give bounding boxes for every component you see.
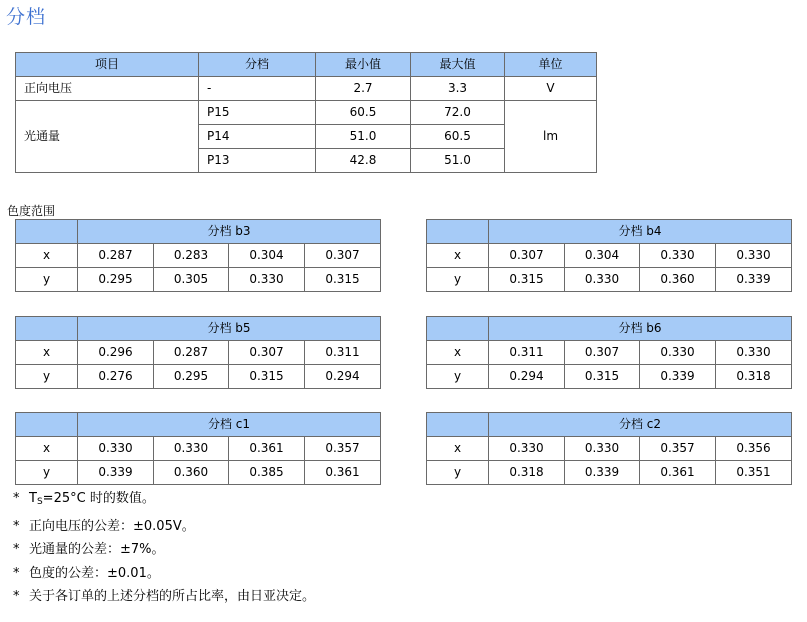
cell: 0.356 (716, 437, 792, 461)
table-row (427, 437, 792, 461)
note-item (13, 562, 315, 586)
note-item (13, 585, 315, 609)
cell: 0.318 (716, 365, 792, 389)
bin-table (15, 52, 597, 173)
header-max: 最大值 (411, 53, 505, 77)
chroma-table-b6 (426, 316, 792, 389)
chroma-table-b5 (15, 316, 381, 389)
note-text: 光通量的公差：±7%。 (29, 542, 165, 557)
cell-min: 42.8 (316, 149, 411, 173)
note-temp-t: T (29, 491, 37, 506)
cell: 0.283 (154, 244, 229, 268)
cell: 0.276 (78, 365, 154, 389)
cell: 0.287 (78, 244, 154, 268)
cell-max: 60.5 (411, 125, 505, 149)
cell: 0.307 (229, 341, 305, 365)
table-row (16, 461, 381, 485)
table-row (16, 365, 381, 389)
header-unit: 单位 (505, 53, 597, 77)
chroma-table-c2 (426, 412, 792, 485)
cell: 0.311 (305, 341, 381, 365)
bin-table-header-row (16, 53, 597, 77)
cell: 0.330 (229, 268, 305, 292)
corner-cell (16, 413, 78, 437)
axis-label: y (16, 365, 78, 389)
table-row (16, 437, 381, 461)
chroma-section-label: 色度范围 (7, 204, 56, 218)
cell: 0.339 (640, 365, 716, 389)
cell: 0.315 (489, 268, 565, 292)
chroma-header: 分档 b3 (78, 220, 381, 244)
note-item (13, 487, 315, 515)
header-min: 最小值 (316, 53, 411, 77)
cell: 0.360 (640, 268, 716, 292)
cell: 0.330 (489, 437, 565, 461)
table-row (427, 461, 792, 485)
cell: 0.361 (229, 437, 305, 461)
cell: 0.318 (489, 461, 565, 485)
note-bullet: * (13, 542, 20, 557)
chroma-header: 分档 b6 (489, 317, 792, 341)
corner-cell (427, 413, 489, 437)
cell: 0.315 (565, 365, 640, 389)
chroma-header: 分档 b5 (78, 317, 381, 341)
chroma-table-b4 (426, 219, 792, 292)
axis-label: x (16, 244, 78, 268)
note-bullet: * (13, 518, 20, 534)
note-bullet: * (13, 565, 20, 581)
cell: 0.339 (78, 461, 154, 485)
cell: 0.357 (305, 437, 381, 461)
corner-cell (16, 220, 78, 244)
axis-label: x (427, 341, 489, 365)
cell: 0.307 (489, 244, 565, 268)
chroma-header: 分档 b4 (489, 220, 792, 244)
table-row (427, 365, 792, 389)
cell: 0.287 (154, 341, 229, 365)
axis-label: y (427, 461, 489, 485)
cell-max: 3.3 (411, 77, 505, 101)
cell: 0.330 (565, 437, 640, 461)
cell: 0.304 (565, 244, 640, 268)
chroma-header: 分档 c2 (489, 413, 792, 437)
cell: 0.330 (640, 244, 716, 268)
cell: 0.357 (640, 437, 716, 461)
note-temp-sub: S (36, 497, 43, 507)
cell: 0.360 (154, 461, 229, 485)
cell: 0.351 (716, 461, 792, 485)
cell: 0.315 (229, 365, 305, 389)
note-temp-rest: =25°C 时的数值。 (42, 491, 155, 506)
notes (13, 487, 315, 609)
cell: 0.330 (565, 268, 640, 292)
note-bullet: * (13, 589, 20, 604)
cell-min: 60.5 (316, 101, 411, 125)
cell-bin: P15 (199, 101, 316, 125)
cell: 0.361 (305, 461, 381, 485)
header-item: 项目 (16, 53, 199, 77)
cell-unit: V (505, 77, 597, 101)
chroma-table-b3 (15, 219, 381, 292)
cell-item: 光通量 (16, 101, 199, 173)
cell: 0.385 (229, 461, 305, 485)
cell: 0.294 (489, 365, 565, 389)
cell: 0.311 (489, 341, 565, 365)
cell: 0.305 (154, 268, 229, 292)
axis-label: x (427, 437, 489, 461)
note-text: 关于各订单的上述分档的所占比率，由日亚决定。 (29, 589, 316, 604)
cell: 0.330 (716, 244, 792, 268)
cell-bin: - (199, 77, 316, 101)
cell: 0.330 (154, 437, 229, 461)
cell-unit: lm (505, 101, 597, 173)
table-row (16, 244, 381, 268)
chroma-table-c1 (15, 412, 381, 485)
header-bin: 分档 (199, 53, 316, 77)
cell-item: 正向电压 (16, 77, 199, 101)
cell: 0.304 (229, 244, 305, 268)
cell: 0.307 (565, 341, 640, 365)
axis-label: x (427, 244, 489, 268)
axis-label: y (427, 365, 489, 389)
table-row (16, 268, 381, 292)
cell: 0.330 (716, 341, 792, 365)
axis-label: x (16, 437, 78, 461)
axis-label: y (427, 268, 489, 292)
cell: 0.295 (78, 268, 154, 292)
cell: 0.361 (640, 461, 716, 485)
table-row (427, 341, 792, 365)
cell-bin: P13 (199, 149, 316, 173)
table-row (16, 77, 597, 101)
note-text: 色度的公差：±0.01。 (29, 565, 160, 581)
corner-cell (16, 317, 78, 341)
chroma-header: 分档 c1 (78, 413, 381, 437)
cell-bin: P14 (199, 125, 316, 149)
note-item (13, 538, 315, 562)
axis-label: x (16, 341, 78, 365)
cell: 0.307 (305, 244, 381, 268)
corner-cell (427, 220, 489, 244)
cell-max: 72.0 (411, 101, 505, 125)
cell: 0.296 (78, 341, 154, 365)
cell-min: 51.0 (316, 125, 411, 149)
cell: 0.330 (640, 341, 716, 365)
corner-cell (427, 317, 489, 341)
page-title: 分档 (6, 6, 47, 28)
table-row (16, 341, 381, 365)
cell: 0.339 (716, 268, 792, 292)
cell-max: 51.0 (411, 149, 505, 173)
cell: 0.339 (565, 461, 640, 485)
note-item (13, 515, 315, 539)
cell: 0.294 (305, 365, 381, 389)
note-bullet: * (13, 491, 20, 506)
table-row (427, 244, 792, 268)
table-row (427, 268, 792, 292)
note-text: 正向电压的公差：±0.05V。 (29, 518, 195, 534)
cell-min: 2.7 (316, 77, 411, 101)
table-row (16, 101, 597, 125)
axis-label: y (16, 268, 78, 292)
cell: 0.295 (154, 365, 229, 389)
cell: 0.330 (78, 437, 154, 461)
cell: 0.315 (305, 268, 381, 292)
axis-label: y (16, 461, 78, 485)
